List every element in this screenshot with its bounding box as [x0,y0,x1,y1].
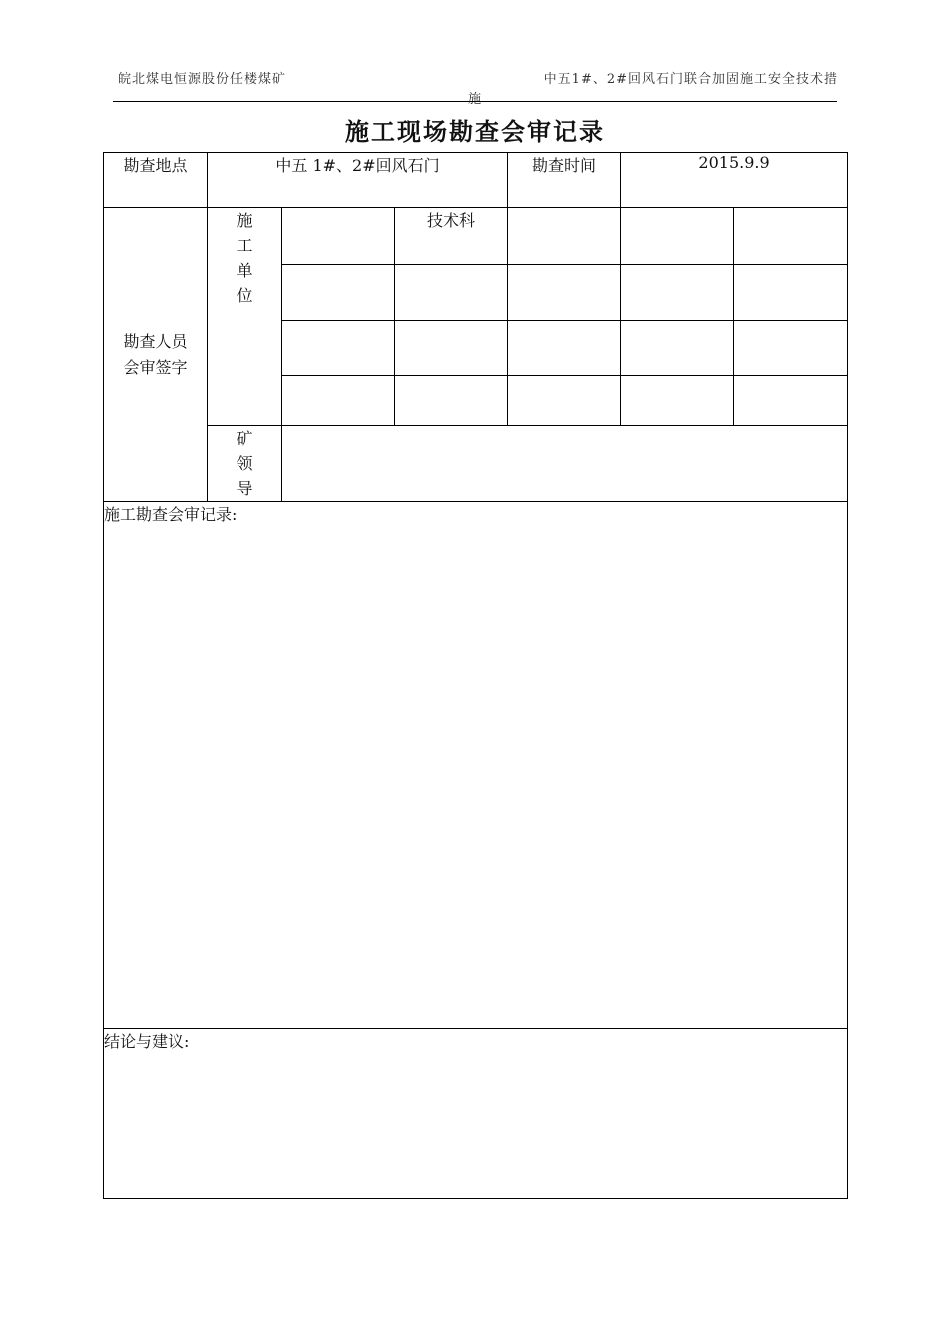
mine-leader-label [208,426,282,502]
construction-unit-char: 位 [236,286,253,305]
time-label: 勘查时间 [508,153,621,208]
header-rule [113,101,837,102]
construction-unit-char: 施 [236,211,253,230]
construction-unit-label [208,208,282,426]
signature-cell[interactable] [621,208,734,265]
signature-cell[interactable] [734,208,848,265]
signers-label-line1: 勘查人员 [123,331,188,351]
signers-label-line2: 会审签字 [123,357,188,377]
conclusion-cell[interactable] [104,1029,848,1199]
signature-cell[interactable] [395,376,508,426]
tech-dept-label: 技术科 [395,208,508,265]
signature-cell[interactable] [621,321,734,376]
construction-unit-char: 工 [236,236,253,255]
signature-cell[interactable] [621,265,734,321]
signers-label [104,208,208,502]
signature-cell[interactable] [395,321,508,376]
mine-leader-row [104,426,848,502]
mine-leader-char: 领 [236,454,253,473]
page-title: 施工现场勘查会审记录 [345,117,605,146]
signature-row [104,208,848,265]
signature-cell[interactable] [508,265,621,321]
signature-cell[interactable] [282,321,395,376]
conclusion-label: 结论与建议: [104,1032,190,1051]
header-doc-title-wrap: 施 [468,92,482,107]
location-value[interactable]: 中五 1#、2#回风石门 [208,153,508,208]
record-row [104,502,848,1029]
record-label: 施工勘查会审记录: [104,505,238,524]
mine-leader-char: 导 [236,479,253,498]
signature-cell[interactable] [282,208,395,265]
mine-leader-char: 矿 [236,429,253,448]
location-label: 勘查地点 [104,153,208,208]
review-form-table [103,152,848,1199]
signature-cell[interactable] [621,376,734,426]
signature-cell[interactable] [508,208,621,265]
record-cell[interactable] [104,502,848,1029]
construction-unit-char: 单 [236,261,253,280]
signature-cell[interactable] [508,376,621,426]
signature-cell[interactable] [734,265,848,321]
signature-cell[interactable] [282,376,395,426]
conclusion-row [104,1029,848,1199]
time-value[interactable]: 2015.9.9 [621,153,848,208]
location-row [104,153,848,208]
mine-leader-signature-cell[interactable] [282,426,848,502]
signature-cell[interactable] [508,321,621,376]
signature-cell[interactable] [734,321,848,376]
signature-cell[interactable] [734,376,848,426]
header-doc-title: 中五1#、2#回风石门联合加固施工安全技术措 [543,72,838,87]
header-company: 皖北煤电恒源股份任楼煤矿 [118,72,287,87]
signature-cell[interactable] [282,265,395,321]
signature-cell[interactable] [395,265,508,321]
